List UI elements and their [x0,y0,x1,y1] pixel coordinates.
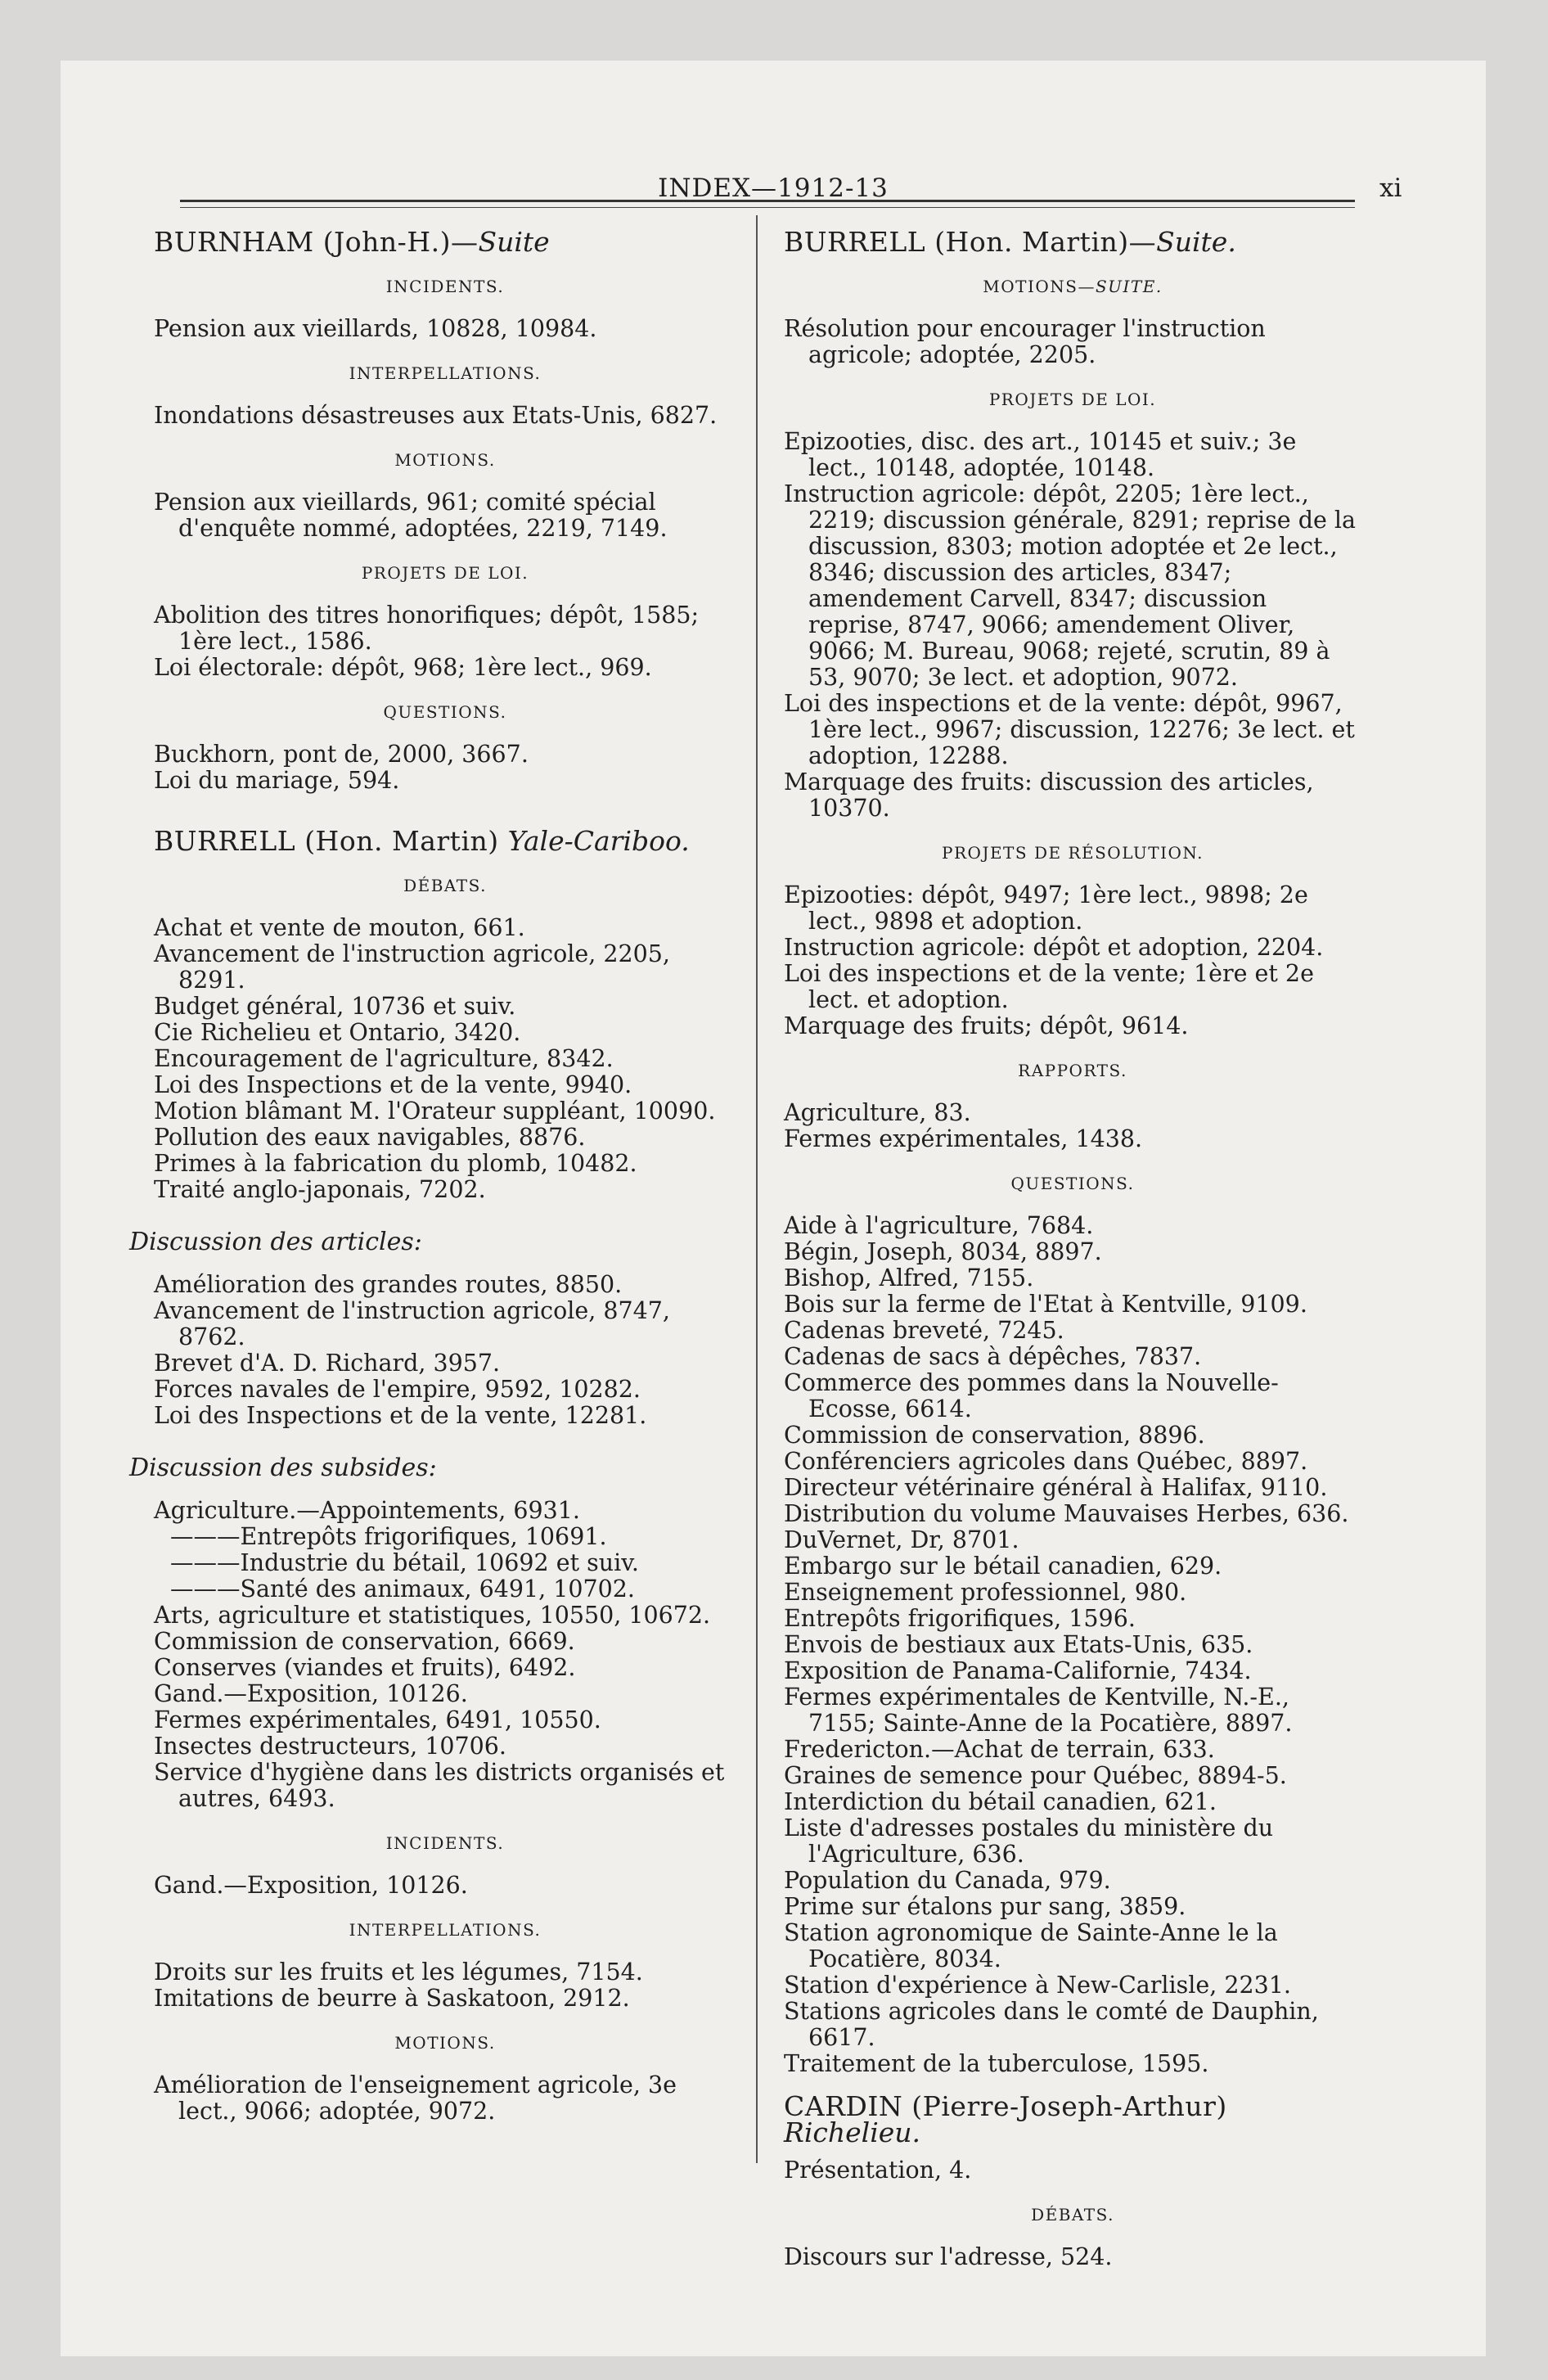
index-entry: Loi des inspections et de la vente; 1ère et 2e lect. et adoption. [784,960,1314,1013]
heading-riding: Richelieu. [784,2116,921,2148]
index-entry: Commission de conservation, 6669. [154,1628,575,1655]
index-entry: Motion blâmant M. l'Orateur suppléant, 10090. [154,1098,716,1125]
left-column [129,221,736,2125]
index-entry: Bois sur la ferme de l'Etat à Kentville, 9109. [784,1291,1307,1318]
index-entry: Stations agricoles dans le comté de Dauphin, 6617. [784,1998,1319,2051]
index-entry: Avancement de l'instruction agricole, 8747, 8762. [154,1297,670,1350]
index-entry: Gand.—Exposition, 10126. [154,1680,468,1707]
heading-suite: Suite. [1156,226,1236,258]
index-entry: Agriculture.—Appointements, 6931. [154,1497,580,1524]
subsection-label: Discussion des articles: [129,1228,422,1256]
index-entry: Bishop, Alfred, 7155. [784,1264,1034,1291]
index-entry: Droits sur les fruits et les légumes, 7154. [154,1959,643,1986]
index-entry: Station d'expérience à New-Carlisle, 2231. [784,1972,1291,1999]
index-entry: Instruction agricole: dépôt et adoption, 2204. [784,934,1324,961]
subsection-label: Discussion des subsides: [129,1454,437,1482]
header-rule-thin [180,207,1355,208]
section-label: PROJETS DE RÉSOLUTION. [942,843,1204,863]
index-entry: Embargo sur le bétail canadien, 629. [784,1553,1222,1580]
index-entry: Instruction agricole: dépôt, 2205; 1ère lect., 2219; discussion générale, 8291; reprise de la discussion, 8303; motion adoptée et 2e lect., 8346; discussion des articles, 8347; amendement Carvell, 8347; discussion reprise, 8747, 9066; amendement Oliver, 9066; M. Bureau, 9068; rejeté, scrutin, 89 à 53, 9070; 3e lect. et adoption, 9072. [784,480,1356,691]
index-entry: Station agronomique de Sainte-Anne le la Pocatière, 8034. [784,1919,1278,1972]
index-entry: Arts, agriculture et statistiques, 10550, 10672. [154,1602,711,1629]
section-label: PROJETS DE LOI. [988,390,1157,409]
index-entry: Budget général, 10736 et suiv. [154,993,516,1020]
heading-name: BURRELL [154,825,296,857]
index-entry: Pension aux vieillards, 10828, 10984. [154,315,597,342]
index-entry: Traitement de la tuberculose, 1595. [784,2050,1209,2077]
section-suite: SUITE. [1095,277,1163,296]
index-entry: DuVernet, Dr, 8701. [784,1526,1019,1553]
index-entry: Enseignement professionnel, 980. [784,1579,1187,1606]
index-entry: Entrepôts frigorifiques, 1596. [784,1605,1136,1632]
page-number: xi [1379,174,1402,203]
index-entry: Abolition des titres honorifiques; dépôt, 1585; 1ère lect., 1586. [154,602,700,655]
index-entry: Amélioration de l'enseignement agricole, 3e lect., 9066; adoptée, 9072. [154,2071,677,2125]
section-label: DÉBATS. [403,876,487,895]
heading-name: BURNHAM [154,226,314,258]
header-rule [180,200,1355,202]
section-label: DÉBATS. [1031,2205,1114,2224]
index-entry: Directeur vétérinaire général à Halifax, 9110. [784,1474,1328,1501]
section-label-text: MOTIONS— [983,277,1096,296]
index-entry: Loi du mariage, 594. [154,767,400,794]
section-label: INCIDENTS. [385,277,505,296]
index-entry: Graines de semence pour Québec, 8894-5. [784,1762,1287,1789]
index-entry: Commerce des pommes dans la Nouvelle-Ecosse, 6614. [784,1369,1279,1422]
index-entry: Loi des inspections et de la vente: dépôt, 9967, 1ère lect., 9967; discussion, 12276; 3e lect. et adoption, 12288. [784,690,1355,769]
index-entry: Encouragement de l'agriculture, 8342. [154,1045,614,1072]
index-entry: Brevet d'A. D. Richard, 3957. [154,1350,501,1377]
section-label: MOTIONS. [394,450,496,470]
index-entry: Pension aux vieillards, 961; comité spécial d'enquête nommé, adoptées, 2219, 7149. [154,489,668,542]
index-entry: Marquage des fruits: discussion des articles, 10370. [784,769,1314,822]
section-label: QUESTIONS. [383,702,507,722]
section-label: INCIDENTS. [385,1833,505,1853]
index-entry: Traité anglo-japonais, 7202. [154,1176,486,1203]
section-label: RAPPORTS. [1018,1061,1127,1080]
index-entry: Service d'hygiène dans les districts organisés et autres, 6493. [154,1759,725,1812]
index-subentry: ———Santé des animaux, 6491, 10702. [170,1575,635,1602]
index-entry: Envois de bestiaux aux Etats-Unis, 635. [784,1631,1253,1658]
heading-detail: (Hon. Martin) [304,825,499,857]
index-entry: Interdiction du bétail canadien, 621. [784,1788,1217,1815]
section-label: QUESTIONS. [1010,1174,1135,1193]
index-entry: Epizooties: dépôt, 9497; 1ère lect., 9898; 2e lect., 9898 et adoption. [784,881,1308,935]
index-entry: Aide à l'agriculture, 7684. [784,1212,1094,1239]
index-entry: Buckhorn, pont de, 2000, 3667. [154,741,529,768]
column-divider [756,215,758,2163]
index-entry: Discours sur l'adresse, 524. [784,2243,1113,2270]
index-entry: Imitations de beurre à Saskatoon, 2912. [154,1985,630,2012]
index-entry: Distribution du volume Mauvaises Herbes, 636. [784,1500,1349,1527]
heading-suite: Suite [478,226,550,258]
index-entry: Loi des Inspections et de la vente, 12281. [154,1402,647,1429]
index-entry: Fermes expérimentales, 1438. [784,1125,1143,1152]
index-entry: Liste d'adresses postales du ministère du l'Agriculture, 636. [784,1814,1274,1868]
heading-detail: (Hon. Martin)— [934,226,1157,258]
entry-heading [154,825,736,857]
running-head: INDEX—1912-13 [658,174,889,203]
index-subentry: ———Entrepôts frigorifiques, 10691. [170,1523,607,1550]
index-entry: Conserves (viandes et fruits), 6492. [154,1654,576,1681]
right-column [784,221,1361,2270]
index-entry: Epizooties, disc. des art., 10145 et suiv.; 3e lect., 10148, adoptée, 10148. [784,428,1297,481]
index-entry: Cie Richelieu et Ontario, 3420. [154,1019,521,1046]
heading-detail: (John-H.)— [322,226,479,258]
index-entry: Amélioration des grandes routes, 8850. [154,1271,623,1298]
index-entry: Commission de conservation, 8896. [784,1422,1205,1449]
index-entry: Fermes expérimentales, 6491, 10550. [154,1706,601,1733]
section-label: INTERPELLATIONS. [349,1920,542,1940]
index-entry: Prime sur étalons pur sang, 3859. [784,1893,1186,1920]
index-entry: Cadenas de sacs à dépêches, 7837. [784,1343,1202,1370]
index-entry: Exposition de Panama-Californie, 7434. [784,1657,1252,1684]
section-label: PROJETS DE LOI. [361,563,529,583]
index-entry: Conférenciers agricoles dans Québec, 8897. [784,1448,1308,1475]
entry-heading [154,226,736,258]
index-entry: Fermes expérimentales de Kentville, N.-E., 7155; Sainte-Anne de la Pocatière, 8897. [784,1684,1293,1737]
index-entry: Pollution des eaux navigables, 8876. [154,1124,586,1151]
index-entry: Population du Canada, 979. [784,1867,1111,1894]
index-entry: Forces navales de l'empire, 9592, 10282. [154,1376,641,1403]
index-subentry: ———Industrie du bétail, 10692 et suiv. [170,1549,639,1576]
index-entry: Marquage des fruits; dépôt, 9614. [784,1012,1189,1039]
index-entry: Cadenas breveté, 7245. [784,1317,1064,1344]
index-entry: Résolution pour encourager l'instruction agricole; adoptée, 2205. [784,315,1266,368]
entry-heading [784,2090,1361,2148]
index-entry: Fredericton.—Achat de terrain, 633. [784,1736,1215,1763]
heading-name: BURRELL [784,226,926,258]
heading-riding: Yale-Cariboo. [507,825,690,857]
index-entry: Loi électorale: dépôt, 968; 1ère lect., 969. [154,654,652,681]
index-entry: Insectes destructeurs, 10706. [154,1733,506,1760]
index-entry: Achat et vente de mouton, 661. [154,914,525,941]
index-entry: Agriculture, 83. [784,1099,971,1126]
index-entry: Gand.—Exposition, 10126. [154,1872,468,1899]
index-entry: Inondations désastreuses aux Etats-Unis, 6827. [154,402,718,429]
index-entry: Avancement de l'instruction agricole, 2205, 8291. [154,940,670,994]
index-entry: Primes à la fabrication du plomb, 10482. [154,1150,637,1177]
section-label: INTERPELLATIONS. [349,363,542,383]
index-entry: Présentation, 4. [784,2157,972,2184]
index-entry: Loi des Inspections et de la vente, 9940. [154,1071,632,1098]
entry-heading [784,226,1361,258]
heading-detail: (Pierre-Joseph-Arthur) [911,2090,1227,2122]
section-label: MOTIONS. [394,2033,496,2053]
section-label [784,273,1361,300]
heading-name: CARDIN [784,2090,903,2122]
index-entry: Bégin, Joseph, 8034, 8897. [784,1238,1102,1265]
